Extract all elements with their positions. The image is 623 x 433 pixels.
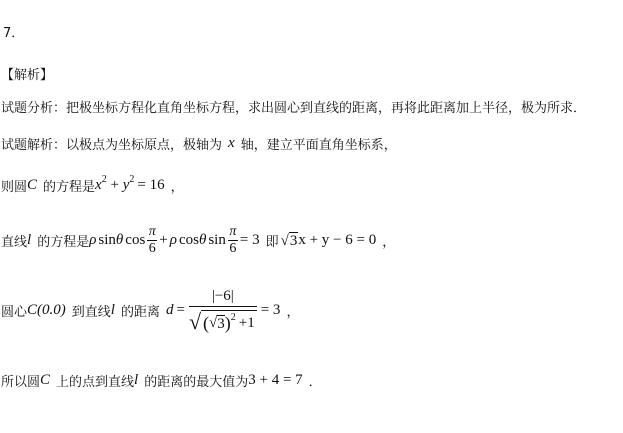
circle-exp-x: 2: [101, 174, 107, 185]
den-plus: +1: [238, 315, 255, 331]
distance-mid: 到直线: [71, 305, 111, 320]
line-prefix: 直线: [1, 235, 28, 250]
circle-mid: 的方程是: [43, 180, 96, 195]
circle-name: C: [27, 177, 38, 193]
pi-over-6-fraction-1: [147, 224, 157, 257]
distance-line: [1, 286, 299, 335]
circle-eq-rest: = 16: [137, 177, 165, 193]
conclusion-line-name: l: [134, 372, 139, 388]
distance-line-name: l: [110, 302, 115, 318]
circle-prefix: 则圆: [1, 180, 28, 195]
axis-variable: x: [228, 135, 235, 151]
equals-3: = 3: [239, 232, 260, 248]
distance-denominator: √ ( √ 3 ) 2 +1: [188, 309, 255, 334]
analysis-header-text: 【解析】: [1, 68, 54, 83]
conclusion-expr: 3 + 4 = 7: [248, 372, 303, 388]
analysis-text: 试题分析：把极坐标方程化直角坐标方程，求出圆心到直线的距离，再将此距离加上半径，极为所求．: [1, 101, 587, 116]
pi-2: π: [229, 224, 237, 239]
six-2: 6: [229, 241, 237, 256]
analysis-paragraph: [1, 97, 586, 116]
sqrt3-radicand: 3: [289, 232, 298, 249]
circle-eq-x: x: [95, 177, 102, 193]
rho-2: ρ: [169, 232, 177, 248]
solution-intro-text: 试题解析：以极点为坐标原点，极轴为: [1, 138, 223, 153]
rho-1: ρ: [89, 232, 97, 248]
d-variable: d: [165, 302, 174, 318]
circle-equation-line: 则圆 C 的方程是 x 2 + y 2 = 16 ，: [1, 174, 184, 195]
distance-fraction: [189, 286, 257, 335]
circle-eq-y: y: [122, 177, 130, 193]
ji-word: 即: [265, 235, 279, 250]
conclusion-mid: 上的点到直线: [56, 375, 135, 390]
pi-over-6-fraction-2: [228, 224, 238, 257]
line-mid: 的方程是: [37, 235, 90, 250]
den-sqrt-inner: 3: [217, 315, 225, 332]
d-equals: =: [176, 302, 185, 318]
line-name: l: [27, 232, 32, 248]
cos-2: cos: [178, 232, 199, 248]
solution-intro-end: 轴，建立平面直角坐标系，: [240, 138, 397, 153]
conclusion-line: [1, 371, 322, 390]
distance-prefix: 圆心: [1, 305, 28, 320]
problem-number-text: 7．: [3, 26, 25, 41]
conclusion-prefix: 所以圆: [1, 375, 41, 390]
sqrt3: √ 3: [280, 232, 298, 249]
den-exp: 2: [230, 312, 236, 323]
line-suffix: ，: [382, 235, 396, 250]
cos-1: cos: [125, 232, 146, 248]
theta-1: θ: [115, 232, 124, 248]
circle-exp-y: 2: [129, 174, 135, 185]
analysis-header: [1, 64, 53, 83]
distance-result: = 3: [260, 302, 281, 318]
theta-2: θ: [198, 232, 207, 248]
pi-1: π: [148, 224, 156, 239]
line-equation-line: [1, 224, 395, 257]
solution-intro: [1, 134, 397, 153]
conclusion-tail: 的距离的最大值为: [144, 375, 249, 390]
conclusion-suffix: ．: [308, 375, 322, 390]
distance-numerator: |−6|: [211, 288, 234, 304]
line-rest: x + y − 6 = 0: [298, 232, 377, 248]
center-point: C(0.0): [27, 302, 66, 318]
sin-2: sin: [208, 232, 226, 248]
six-1: 6: [148, 241, 156, 256]
circle-suffix: ，: [170, 180, 184, 195]
plus: +: [159, 232, 168, 248]
distance-suffix-text: 的距离: [120, 305, 160, 320]
conclusion-circle-name: C: [40, 372, 51, 388]
distance-suffix: ，: [286, 305, 300, 320]
sin-1: sin: [98, 232, 116, 248]
problem-number: [3, 22, 24, 41]
